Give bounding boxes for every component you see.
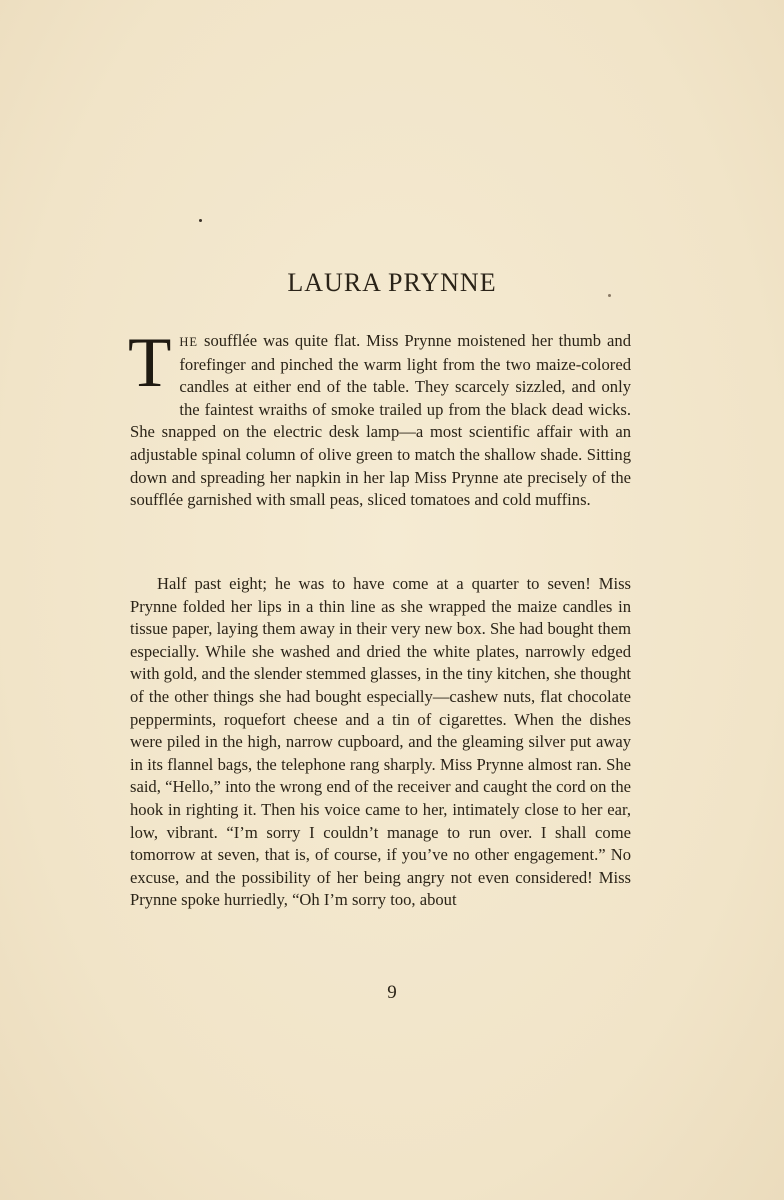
drop-cap: T (128, 324, 172, 402)
chapter-title: LAURA PRYNNE (287, 268, 497, 297)
page-number: 9 (387, 982, 397, 1003)
small-caps-lead: HE (179, 335, 199, 349)
paragraph-1-text: soufflée was quite flat. Miss Prynne moistened her thumb and forefinger and pinched the warm light from the two maize-colored candles at either end of the table. They scarcely sizzled, and only the faintest wraiths of smoke trailed up from the black dead wicks. She snapped on the electric desk lamp—a most scientific affair with an adjustable spinal column of olive green to match the shallow shade. Sitting down and spreading her napkin in her lap Miss Prynne ate precisely of the soufflée garnished with small peas, sliced tomatoes and cold muffins. (130, 331, 631, 510)
paragraph-2-text: Half past eight; he was to have come at a quarter to seven! Miss Prynne folded her lips in a thin line as she wrapped the maize candles in tissue paper, laying them away in their very new box. She had bought them especially. While she washed and dried the white plates, narrowly edged with gold, and the slender stemmed glasses, in the tiny kitchen, she thought of the other things she had bought especially—cashew nuts, flat chocolate peppermints, roquefort cheese and a tin of cigarettes. When the dishes were piled in the high, narrow cupboard, and the gleaming silver put away in its flannel bags, the telephone rang sharply. Miss Prynne almost ran. She said, “Hello,” into the wrong end of the receiver and caught the cord on the hook in righting it. Then his voice came to her, intimately close to her ear, low, vibrant. “I’m sorry I couldn’t manage to run over. I shall come tomorrow at seven, that is, of course, if you’ve no other engagement.” No excuse, and the possibility of her being angry not even considered! Miss Prynne spoke hurriedly, “Oh I’m sorry too, about (130, 574, 631, 910)
paragraph-1 (128, 324, 631, 512)
ink-speck (199, 219, 202, 222)
paragraph-2 (130, 573, 631, 912)
